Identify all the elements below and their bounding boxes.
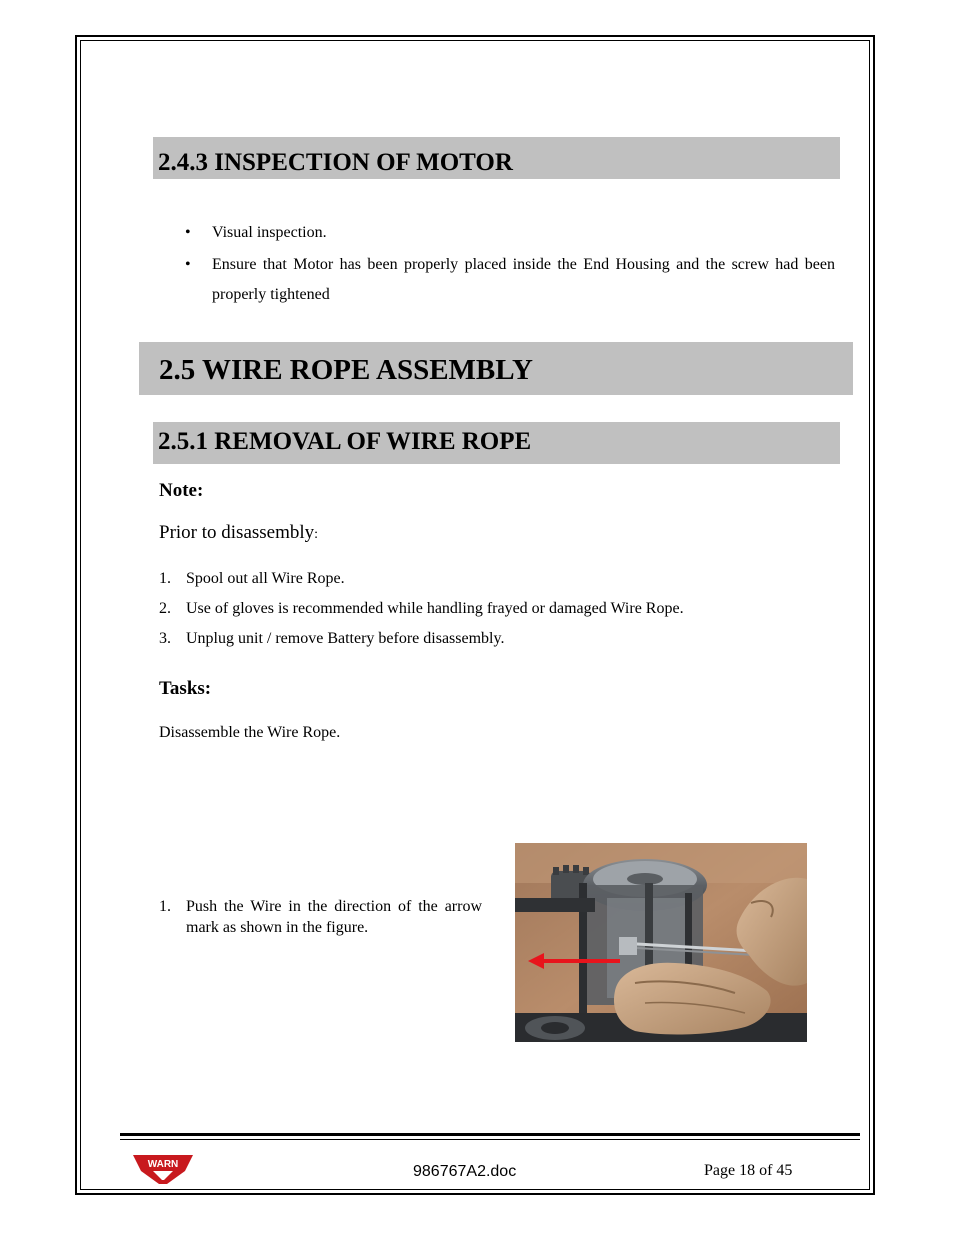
list-item — [159, 624, 684, 654]
footer-rule-thin — [120, 1139, 860, 1140]
step-number: 3. — [159, 630, 171, 647]
inspection-bullet-list — [185, 218, 835, 312]
step-text: Unplug unit / remove Battery before disassembly. — [186, 630, 505, 647]
list-item — [159, 594, 684, 624]
step-number: 1. — [159, 570, 171, 587]
step-text: Spool out all Wire Rope. — [186, 570, 345, 587]
prior-to-disassembly-text — [159, 522, 318, 544]
prior-steps-list — [159, 564, 684, 654]
document-filename: 986767A2.doc — [413, 1163, 517, 1180]
tasks-text: Disassemble the Wire Rope. — [159, 724, 341, 741]
bullet-text: Visual inspection. — [212, 224, 327, 241]
bullet-text: Ensure that Motor has been properly placed inside the End Housing and the screw had been properly tightened — [212, 256, 835, 303]
step-text: Push the Wire in the direction of the arrow mark as shown in the figure. — [186, 898, 482, 936]
footer-rule-thick — [120, 1133, 860, 1136]
warn-logo — [131, 1153, 195, 1185]
section-heading-removal-wire-rope — [153, 422, 840, 464]
bullet-icon: • — [185, 256, 191, 273]
prior-colon: : — [314, 527, 319, 542]
heading-text: 2.5.1 REMOVAL OF WIRE ROPE — [158, 428, 532, 455]
section-heading-inspection-motor — [153, 137, 840, 179]
bullet-icon: • — [185, 224, 191, 241]
procedure-step — [159, 896, 482, 938]
step-text: Use of gloves is recommended while handling frayed or damaged Wire Rope. — [186, 600, 684, 617]
wire-rope-removal-photo — [515, 843, 807, 1042]
list-item — [159, 564, 684, 594]
heading-text: 2.5 WIRE ROPE ASSEMBLY — [159, 354, 533, 386]
note-label: Note: — [159, 480, 204, 501]
prior-text: Prior to disassembly — [159, 522, 315, 543]
list-item — [185, 218, 835, 248]
step-number: 1. — [159, 898, 171, 915]
tasks-label: Tasks: — [159, 678, 212, 699]
step-number: 2. — [159, 600, 171, 617]
heading-text: 2.4.3 INSPECTION OF MOTOR — [158, 149, 513, 176]
page-number: Page 18 of 45 — [704, 1162, 793, 1179]
section-heading-wire-rope-assembly — [139, 342, 853, 395]
logo-text: WARN — [147, 1159, 179, 1170]
list-item — [185, 250, 835, 310]
